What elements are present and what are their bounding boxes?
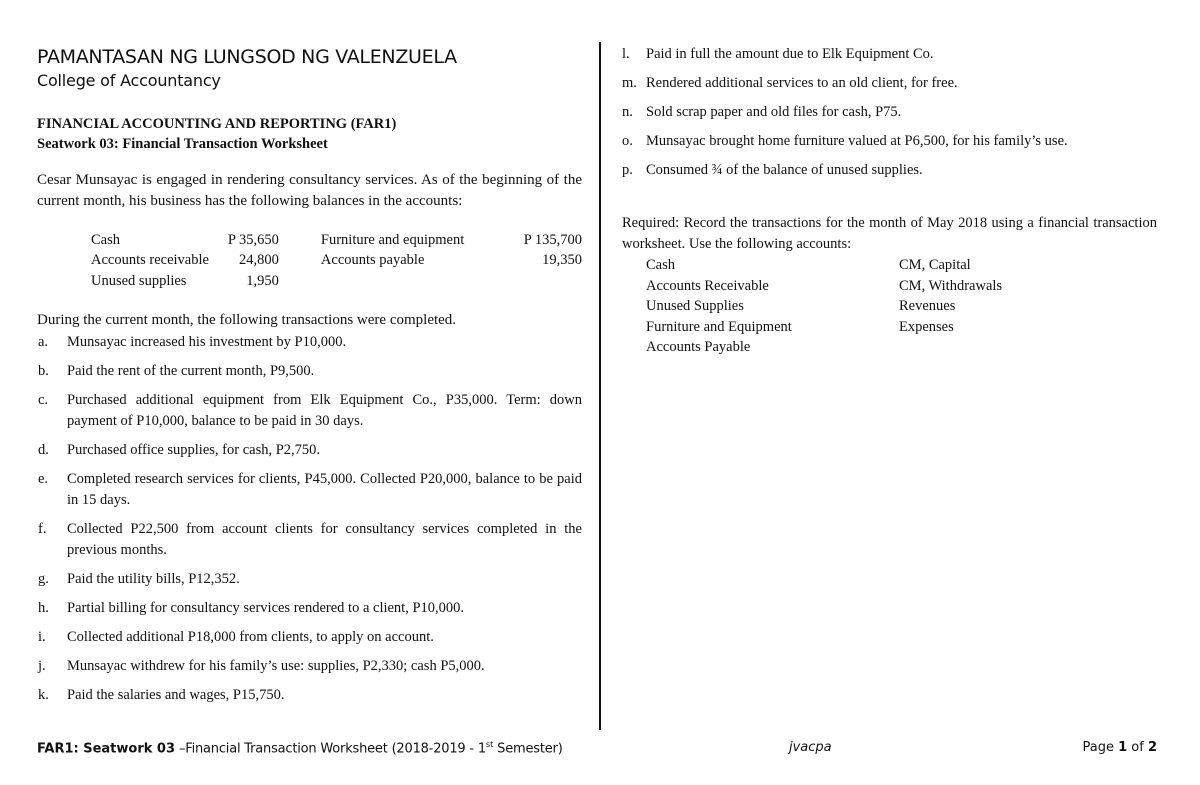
transaction-letter: n. bbox=[622, 104, 633, 120]
accounts-list bbox=[646, 255, 1157, 358]
left-column bbox=[37, 44, 582, 714]
transaction-text: Collected P22,500 from account clients for consultancy services completed in the previous months. bbox=[67, 520, 582, 558]
balances-row bbox=[91, 251, 582, 272]
page-total: 2 bbox=[1147, 740, 1157, 755]
balance-amount: 1,950 bbox=[246, 272, 279, 289]
footer-author: jvacpa bbox=[789, 740, 832, 755]
transaction-text: Paid the utility bills, P12,352. bbox=[67, 570, 240, 587]
transaction-text: Collected additional P18,000 from clients, to apply on account. bbox=[67, 628, 434, 645]
column-divider bbox=[599, 42, 601, 730]
balance-account-name: Cash bbox=[91, 231, 120, 248]
transaction-text: Completed research services for clients, P45,000. Collected P20,000, balance to be paid in 15 days. bbox=[67, 470, 582, 508]
right-column bbox=[622, 44, 1157, 358]
transaction-letter: k. bbox=[38, 686, 49, 703]
balance-amount: 24,800 bbox=[239, 252, 279, 269]
transaction-list-right bbox=[622, 44, 1157, 181]
transaction-letter: e. bbox=[38, 470, 49, 487]
transaction-text: Munsayac brought home furniture valued at P6,500, for his family’s use. bbox=[646, 133, 1068, 149]
transaction-item bbox=[622, 131, 1157, 152]
transaction-text: Paid the salaries and wages, P15,750. bbox=[67, 686, 285, 703]
account-name: Cash bbox=[646, 257, 675, 273]
account-name: Furniture and Equipment bbox=[646, 318, 792, 335]
account-name: CM, Capital bbox=[899, 257, 971, 273]
balance-account-name: Accounts payable bbox=[320, 252, 425, 269]
transactions-intro: During the current month, the following transactions were completed. bbox=[37, 311, 457, 328]
transaction-item bbox=[37, 656, 582, 677]
transaction-letter: b. bbox=[38, 362, 49, 379]
page-of: of bbox=[1127, 740, 1148, 755]
transaction-text: Purchased additional equipment from Elk Equipment Co., P35,000. Term: down payment of P10,000, balance to be paid in 30 days. bbox=[67, 391, 582, 429]
transaction-item bbox=[37, 469, 582, 511]
balances-row bbox=[91, 230, 582, 251]
account-name: Accounts Receivable bbox=[646, 277, 769, 294]
transaction-text: Consumed ¾ of the balance of unused supplies. bbox=[646, 162, 923, 178]
account-name: Expenses bbox=[899, 318, 954, 335]
transaction-letter: m. bbox=[622, 75, 637, 91]
footer-desc-suffix: Semester) bbox=[493, 741, 563, 757]
transaction-item bbox=[622, 160, 1157, 181]
transaction-item bbox=[37, 598, 582, 619]
intro-paragraph: Cesar Munsayac is engaged in rendering consultancy services. As of the beginning of the current month, his business has the following balances in the accounts: bbox=[37, 172, 582, 209]
balance-account-name: Accounts receivable bbox=[91, 252, 209, 269]
page-footer bbox=[37, 740, 1157, 760]
transaction-item bbox=[622, 44, 1157, 65]
transaction-text: Munsayac withdrew for his family’s use: supplies, P2,330; cash P5,000. bbox=[67, 657, 485, 674]
page-number bbox=[1083, 740, 1158, 755]
footer-desc-prefix: –Financial Transaction Worksheet (2018-2019 - 1 bbox=[175, 741, 486, 757]
account-name: Unused Supplies bbox=[646, 298, 744, 314]
transaction-letter: o. bbox=[622, 133, 633, 149]
transaction-list-left bbox=[37, 332, 582, 706]
footer-title bbox=[37, 740, 563, 756]
transaction-letter: c. bbox=[38, 391, 49, 408]
balance-amount: 19,350 bbox=[542, 252, 582, 269]
required-instructions: Required: Record the transactions for the month of May 2018 using a financial transaction worksheet. Use the following accounts: bbox=[622, 215, 1157, 252]
transaction-text: Paid in full the amount due to Elk Equipment Co. bbox=[646, 46, 934, 62]
transaction-item bbox=[37, 569, 582, 590]
seatwork-title: Seatwork 03: Financial Transaction Worksheet bbox=[37, 136, 328, 152]
page-current: 1 bbox=[1118, 740, 1128, 755]
transaction-item bbox=[622, 102, 1157, 123]
college-name: College of Accountancy bbox=[37, 71, 221, 90]
transaction-text: Rendered additional services to an old client, for free. bbox=[646, 75, 958, 91]
balance-account-name: Unused supplies bbox=[91, 272, 187, 289]
transaction-text: Paid the rent of the current month, P9,500. bbox=[67, 362, 315, 379]
account-name bbox=[899, 337, 1099, 358]
transaction-text: Sold scrap paper and old files for cash, P75. bbox=[646, 104, 902, 120]
account-name: CM, Withdrawals bbox=[899, 277, 1003, 294]
account-name: Accounts Payable bbox=[646, 339, 751, 355]
transaction-letter: l. bbox=[622, 46, 630, 62]
balances-row bbox=[91, 271, 582, 292]
account-name: Revenues bbox=[899, 298, 956, 314]
transaction-letter: h. bbox=[38, 599, 49, 616]
footer-desc-sup: st bbox=[485, 740, 494, 749]
course-title: FINANCIAL ACCOUNTING AND REPORTING (FAR1) bbox=[37, 116, 397, 132]
transaction-letter: j. bbox=[38, 657, 46, 674]
transaction-text: Munsayac increased his investment by P10,000. bbox=[67, 333, 347, 350]
balance-account-name: Furniture and equipment bbox=[320, 231, 465, 248]
transaction-letter: p. bbox=[622, 162, 633, 178]
transaction-item bbox=[37, 332, 582, 353]
balance-amount: P 35,650 bbox=[227, 231, 279, 248]
transaction-letter: a. bbox=[38, 333, 49, 350]
transaction-letter: d. bbox=[38, 441, 49, 458]
page-prefix: Page bbox=[1082, 740, 1119, 755]
transaction-item bbox=[37, 519, 582, 561]
transaction-letter: g. bbox=[38, 570, 49, 587]
university-title: PAMANTASAN NG LUNGSOD NG VALENZUELA bbox=[37, 46, 457, 68]
transaction-item bbox=[37, 627, 582, 648]
transaction-item bbox=[37, 390, 582, 432]
transaction-item bbox=[37, 440, 582, 461]
transaction-letter: i. bbox=[38, 628, 46, 645]
transaction-letter: f. bbox=[38, 520, 47, 537]
balance-amount: P 135,700 bbox=[523, 231, 582, 248]
footer-code: FAR1: Seatwork 03 bbox=[37, 741, 176, 757]
transaction-item bbox=[37, 361, 582, 382]
transaction-item bbox=[37, 685, 582, 706]
transaction-text: Purchased office supplies, for cash, P2,750. bbox=[67, 441, 321, 458]
transaction-text: Partial billing for consultancy services rendered to a client, P10,000. bbox=[67, 599, 465, 616]
balances-table bbox=[91, 230, 582, 292]
transaction-item bbox=[622, 73, 1157, 94]
